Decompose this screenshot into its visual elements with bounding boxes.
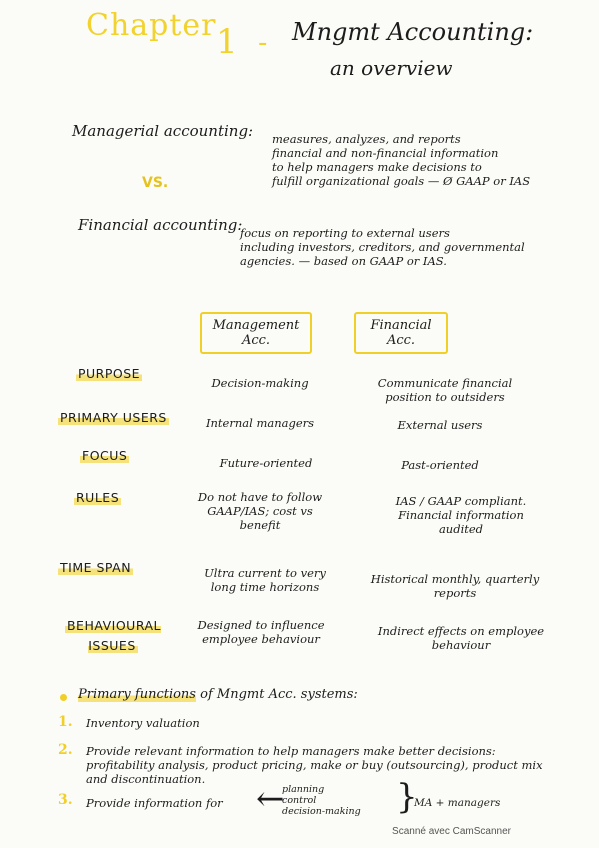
cell-financial-purpose: Communicate financial position to outsiders — [377, 376, 513, 404]
row-label-rules: RULES — [76, 490, 120, 505]
cell-management-focus: Future-oriented — [219, 456, 313, 470]
list-number: 1. — [58, 714, 73, 730]
row-label-purpose: PURPOSE — [78, 366, 141, 381]
title-dash: - — [258, 28, 268, 58]
row-label-behavioural-issues: BEHAVIOURAL ISSUES — [66, 618, 162, 653]
managerial-term: Managerial accounting: — [72, 122, 254, 140]
functions-heading-rest: of Mngmt Acc. systems: — [200, 687, 358, 702]
list-number: 2. — [58, 742, 73, 758]
financial-line: agencies. — based on GAAP or IAS. — [240, 254, 447, 268]
brace-item-decision-making: decision-making — [282, 806, 361, 817]
right-brace: } — [396, 777, 418, 817]
vs-label: VS. — [142, 175, 169, 191]
financial-line: focus on reporting to external users — [240, 226, 450, 240]
list-number: 3. — [58, 792, 73, 808]
managerial-line: measures, analyzes, and reports — [272, 132, 461, 146]
financial-term: Financial accounting: — [78, 216, 243, 234]
left-brace: ← — [256, 779, 285, 819]
managerial-definition — [272, 132, 530, 188]
brace-items — [282, 784, 361, 817]
cell-management-purpose: Decision-making — [211, 376, 309, 390]
financial-definition — [240, 226, 525, 268]
managerial-line: fulfill organizational goals — Ø GAAP or IAS — [272, 174, 531, 188]
cell-financial-behavioural-issues: Indirect effects on employee behaviour — [377, 624, 545, 652]
cell-financial-primary-users: External users — [397, 418, 483, 432]
header-management-acc: Management Acc. — [200, 312, 312, 354]
list-item-relevant-info: Provide relevant information to help managers make better decisions: profitability analysis, product pricing, make or buy (outsourcing), product mix and discontinuation. — [86, 744, 543, 786]
managerial-line: financial and non-financial information — [272, 146, 499, 160]
functions-heading — [78, 688, 358, 702]
cell-management-time-span: Ultra current to very long time horizons — [204, 566, 326, 594]
financial-line: including investors, creditors, and governmental — [240, 240, 525, 254]
cell-financial-focus: Past-oriented — [401, 458, 479, 472]
brace-result: MA + managers — [414, 797, 501, 809]
title-chapter: Chapter — [86, 8, 217, 43]
header-financial-acc: Financial Acc. — [354, 312, 448, 354]
managerial-line: to help managers make decisions to — [272, 160, 482, 174]
bullet-dot — [60, 694, 67, 701]
cell-financial-time-span: Historical monthly, quarterly reports — [370, 572, 540, 600]
list-item-inventory: Inventory valuation — [86, 716, 200, 730]
row-label-focus: FOCUS — [82, 448, 128, 463]
cell-management-behavioural-issues: Designed to influence employee behaviour — [197, 618, 325, 646]
title-main: Mngmt Accounting: — [292, 18, 534, 46]
title-number: 1 — [216, 22, 238, 62]
list-item-provide-info: Provide information for — [86, 796, 223, 810]
cell-management-primary-users: Internal managers — [205, 416, 315, 430]
row-label-primary-users: PRIMARY USERS — [60, 410, 167, 425]
row-label-time-span: TIME SPAN — [60, 560, 132, 575]
cell-financial-rules: IAS / GAAP compliant. Financial information audited — [395, 494, 527, 536]
scanner-watermark: Scanné avec CamScanner — [392, 826, 511, 837]
brace-item-planning: planning — [282, 784, 325, 795]
cell-management-rules: Do not have to follow GAAP/IAS; cost vs benefit — [197, 490, 323, 532]
title-subtitle: an overview — [330, 56, 453, 80]
brace-item-control: control — [282, 795, 317, 806]
functions-heading-highlight: Primary functions — [78, 687, 196, 702]
